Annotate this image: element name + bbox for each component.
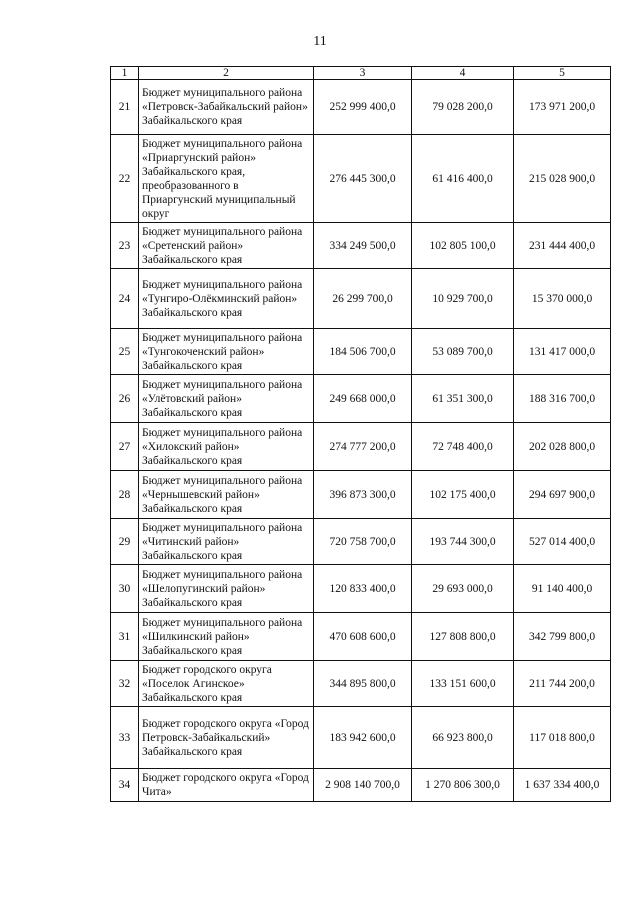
budget-name: Бюджет городского округа «Город Чита» — [139, 769, 314, 802]
value-col-5: 173 971 200,0 — [514, 80, 611, 135]
row-number: 33 — [111, 707, 139, 769]
value-col-5: 15 370 000,0 — [514, 269, 611, 329]
value-col-3: 396 873 300,0 — [314, 471, 412, 519]
value-col-3: 184 506 700,0 — [314, 329, 412, 375]
value-col-5: 202 028 800,0 — [514, 423, 611, 471]
value-col-5: 294 697 900,0 — [514, 471, 611, 519]
value-col-5: 91 140 400,0 — [514, 565, 611, 613]
budget-name: Бюджет муниципального района «Тунгокоченский район» Забайкальского края — [139, 329, 314, 375]
budget-name: Бюджет муниципального района «Читинский район» Забайкальского края — [139, 519, 314, 565]
table-header-row — [111, 67, 611, 80]
row-number: 30 — [111, 565, 139, 613]
value-col-3: 183 942 600,0 — [314, 707, 412, 769]
table-row — [111, 707, 611, 769]
value-col-4: 72 748 400,0 — [412, 423, 514, 471]
row-number: 29 — [111, 519, 139, 565]
value-col-4: 53 089 700,0 — [412, 329, 514, 375]
budget-name: Бюджет муниципального района «Улётовский район» Забайкальского края — [139, 375, 314, 423]
table-row — [111, 329, 611, 375]
budget-name: Бюджет муниципального района «Петровск-Забайкальский район» Забайкальского края — [139, 80, 314, 135]
budget-name: Бюджет городского округа «Город Петровск-Забайкальский» Забайкальского края — [139, 707, 314, 769]
value-col-3: 334 249 500,0 — [314, 223, 412, 269]
header-col-1: 1 — [111, 67, 139, 80]
table-row — [111, 223, 611, 269]
value-col-5: 1 637 334 400,0 — [514, 769, 611, 802]
value-col-3: 274 777 200,0 — [314, 423, 412, 471]
value-col-3: 249 668 000,0 — [314, 375, 412, 423]
header-col-3: 3 — [314, 67, 412, 80]
table-row — [111, 269, 611, 329]
value-col-4: 193 744 300,0 — [412, 519, 514, 565]
value-col-4: 133 151 600,0 — [412, 661, 514, 707]
value-col-5: 231 444 400,0 — [514, 223, 611, 269]
value-col-4: 1 270 806 300,0 — [412, 769, 514, 802]
value-col-3: 2 908 140 700,0 — [314, 769, 412, 802]
value-col-3: 26 299 700,0 — [314, 269, 412, 329]
budget-name: Бюджет городского округа «Поселок Агинское» Забайкальского края — [139, 661, 314, 707]
budget-name: Бюджет муниципального района «Хилокский район» Забайкальского края — [139, 423, 314, 471]
budget-name: Бюджет муниципального района «Чернышевский район» Забайкальского края — [139, 471, 314, 519]
row-number: 25 — [111, 329, 139, 375]
table-row — [111, 661, 611, 707]
budget-name: Бюджет муниципального района «Сретенский район» Забайкальского края — [139, 223, 314, 269]
value-col-4: 61 351 300,0 — [412, 375, 514, 423]
table-row — [111, 471, 611, 519]
header-col-5: 5 — [514, 67, 611, 80]
table-row — [111, 423, 611, 471]
row-number: 24 — [111, 269, 139, 329]
row-number: 22 — [111, 135, 139, 223]
value-col-3: 252 999 400,0 — [314, 80, 412, 135]
table-row — [111, 80, 611, 135]
budget-name: Бюджет муниципального района «Шелопугинский район» Забайкальского края — [139, 565, 314, 613]
table-row — [111, 135, 611, 223]
header-col-4: 4 — [412, 67, 514, 80]
row-number: 21 — [111, 80, 139, 135]
value-col-5: 131 417 000,0 — [514, 329, 611, 375]
value-col-5: 211 744 200,0 — [514, 661, 611, 707]
row-number: 26 — [111, 375, 139, 423]
value-col-4: 102 805 100,0 — [412, 223, 514, 269]
value-col-3: 720 758 700,0 — [314, 519, 412, 565]
value-col-3: 470 608 600,0 — [314, 613, 412, 661]
table-row — [111, 613, 611, 661]
budget-name: Бюджет муниципального района «Тунгиро-Олёкминский район» Забайкальского края — [139, 269, 314, 329]
value-col-3: 276 445 300,0 — [314, 135, 412, 223]
row-number: 32 — [111, 661, 139, 707]
value-col-4: 102 175 400,0 — [412, 471, 514, 519]
value-col-4: 61 416 400,0 — [412, 135, 514, 223]
value-col-3: 344 895 800,0 — [314, 661, 412, 707]
table-row — [111, 769, 611, 802]
row-number: 23 — [111, 223, 139, 269]
budget-name: Бюджет муниципального района «Приаргунский район» Забайкальского края, преобразованного в Приаргунский муниципальный округ — [139, 135, 314, 223]
row-number: 31 — [111, 613, 139, 661]
value-col-4: 29 693 000,0 — [412, 565, 514, 613]
budget-table — [110, 66, 611, 802]
page-number: 11 — [313, 34, 327, 49]
table-row — [111, 519, 611, 565]
table-row — [111, 375, 611, 423]
value-col-4: 10 929 700,0 — [412, 269, 514, 329]
value-col-5: 342 799 800,0 — [514, 613, 611, 661]
row-number: 34 — [111, 769, 139, 802]
value-col-3: 120 833 400,0 — [314, 565, 412, 613]
budget-name: Бюджет муниципального района «Шилкинский район» Забайкальского края — [139, 613, 314, 661]
value-col-5: 117 018 800,0 — [514, 707, 611, 769]
value-col-5: 188 316 700,0 — [514, 375, 611, 423]
row-number: 27 — [111, 423, 139, 471]
value-col-5: 215 028 900,0 — [514, 135, 611, 223]
value-col-4: 66 923 800,0 — [412, 707, 514, 769]
value-col-4: 79 028 200,0 — [412, 80, 514, 135]
row-number: 28 — [111, 471, 139, 519]
header-col-2: 2 — [139, 67, 314, 80]
table-row — [111, 565, 611, 613]
value-col-4: 127 808 800,0 — [412, 613, 514, 661]
value-col-5: 527 014 400,0 — [514, 519, 611, 565]
